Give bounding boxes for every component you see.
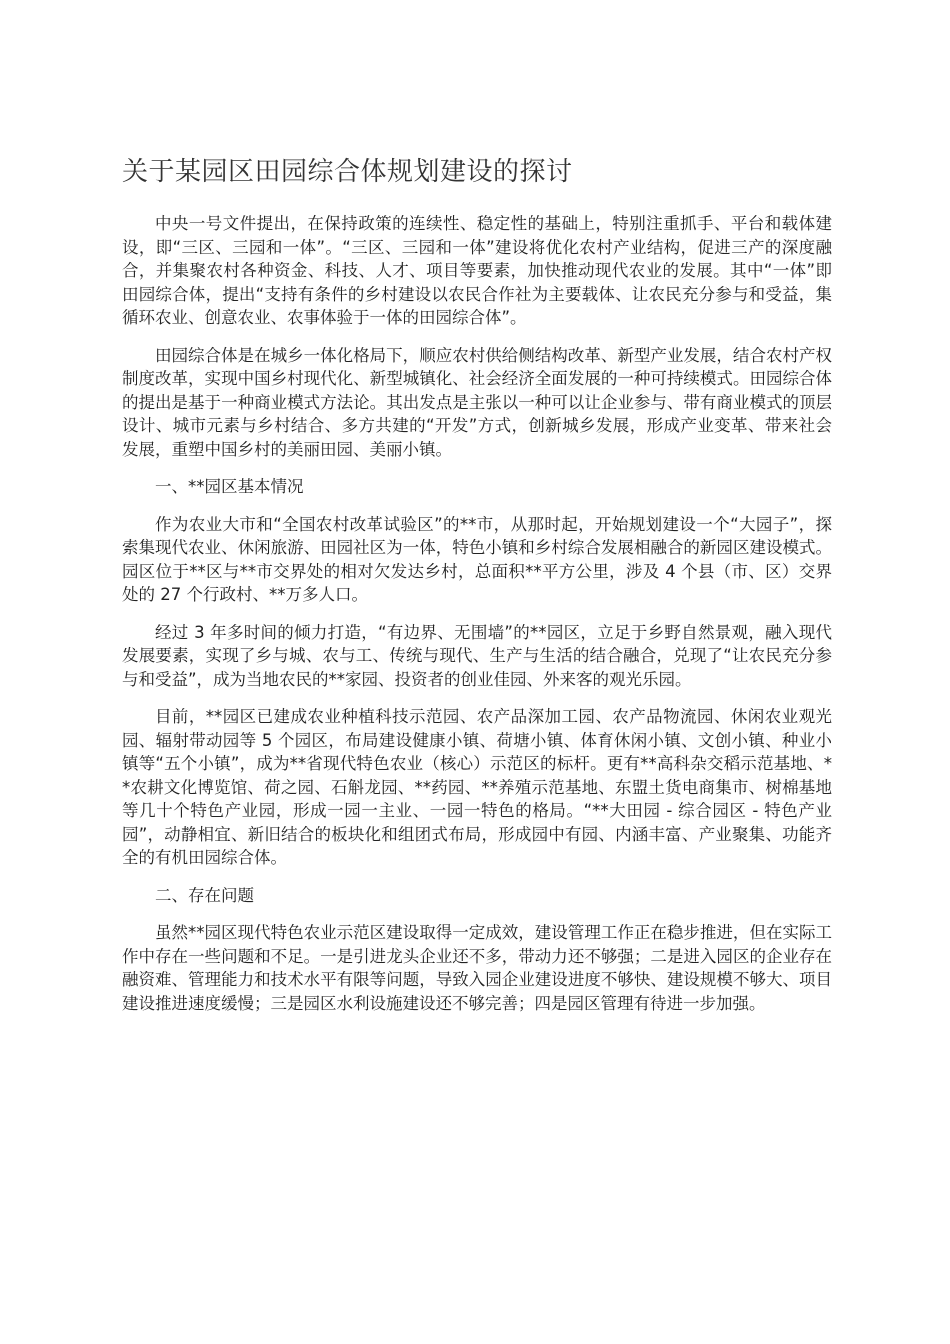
document-title: 关于某园区田园综合体规划建设的探讨 — [122, 157, 573, 187]
paragraph-intro: 中央一号文件提出，在保持政策的连续性、稳定性的基础上，特别注重抓手、平台和载体建设，即“三区、三园和一体”。“三区、三园和一体”建设将优化农村产业结构，促进三产的深度融合，并集聚农村各种资金、科技、人才、项目等要素，加快推动现代农业的发展。其中“一体”即田园综合体，提出“支持有条件的乡村建设以农民合作社为主要载体、让农民充分参与和受益，集循环农业、创意农业、农事体验于一体的田园综合体”。 — [122, 214, 832, 327]
paragraph-achievements: 经过 3 年多时间的倾力打造，“有边界、无围墙”的**园区，立足于乡野自然景观，融入现代发展要素，实现了乡与城、农与工、传统与现代、生产与生活的结合融合，兑现了“让农民充分参与和受益”，成为当地农民的**家园、投资者的创业佳园、外来客的观光乐园。 — [122, 622, 832, 689]
document-page — [122, 150, 832, 1029]
paragraph-current-status: 目前，**园区已建成农业种植科技示范园、农产品深加工园、农产品物流园、休闲农业观光园、辐射带动园等 5 个园区，布局建设健康小镇、荷塘小镇、体育休闲小镇、文创小镇、种业小镇等“五个小镇”，成为**省现代特色农业（核心）示范区的标杆。更有**高科杂交稻示范基地、**农耕文化博览馆、荷之园、石斛龙园、**药园、**养殖示范基地、东盟土货电商集市、树棉基地等几十个特色产业园，形成一园一主业、一园一特色的格局。“**大田园 - 综合园区 - 特色产业园”，动静相宜、新旧结合的板块化和组团式布局，形成园中有园、内涵丰富、产业聚集、功能齐全的有机田园综合体。 — [122, 707, 832, 867]
section-heading-problems: 二、存在问题 — [155, 885, 254, 905]
paragraph-location: 作为农业大市和“全国农村改革试验区”的**市，从那时起，开始规划建设一个“大园子”，探索集现代农业、休闲旅游、田园社区为一体，特色小镇和乡村综合发展相融合的新园区建设模式。园区位于**区与**市交界处的相对欠发达乡村，总面积**平方公里，涉及 4 个县（市、区）交界处的 27 个行政村、**万多人口。 — [122, 514, 832, 604]
paragraph-problems: 虽然**园区现代特色农业示范区建设取得一定成效，建设管理工作正在稳步推进，但在实际工作中存在一些问题和不足。一是引进龙头企业还不多，带动力还不够强；二是进入园区的企业存在融资难、管理能力和技术水平有限等问题，导致入园企业建设进度不够快、建设规模不够大、项目建设推进速度缓慢；三是园区水利设施建设还不够完善；四是园区管理有待进一步加强。 — [122, 923, 832, 1013]
section-heading-basic-info: 一、**园区基本情况 — [155, 477, 304, 496]
paragraph-definition: 田园综合体是在城乡一体化格局下，顺应农村供给侧结构改革、新型产业发展，结合农村产权制度改革，实现中国乡村现代化、新型城镇化、社会经济全面发展的一种可持续模式。田园综合体的提出是基于一种商业模式方法论。其出发点是主张以一种可以让企业参与、带有商业模式的顶层设计、城市元素与乡村结合、多方共建的“开发”方式，创新城乡发展，形成产业变革、带来社会发展，重塑中国乡村的美丽田园、美丽小镇。 — [122, 345, 832, 459]
